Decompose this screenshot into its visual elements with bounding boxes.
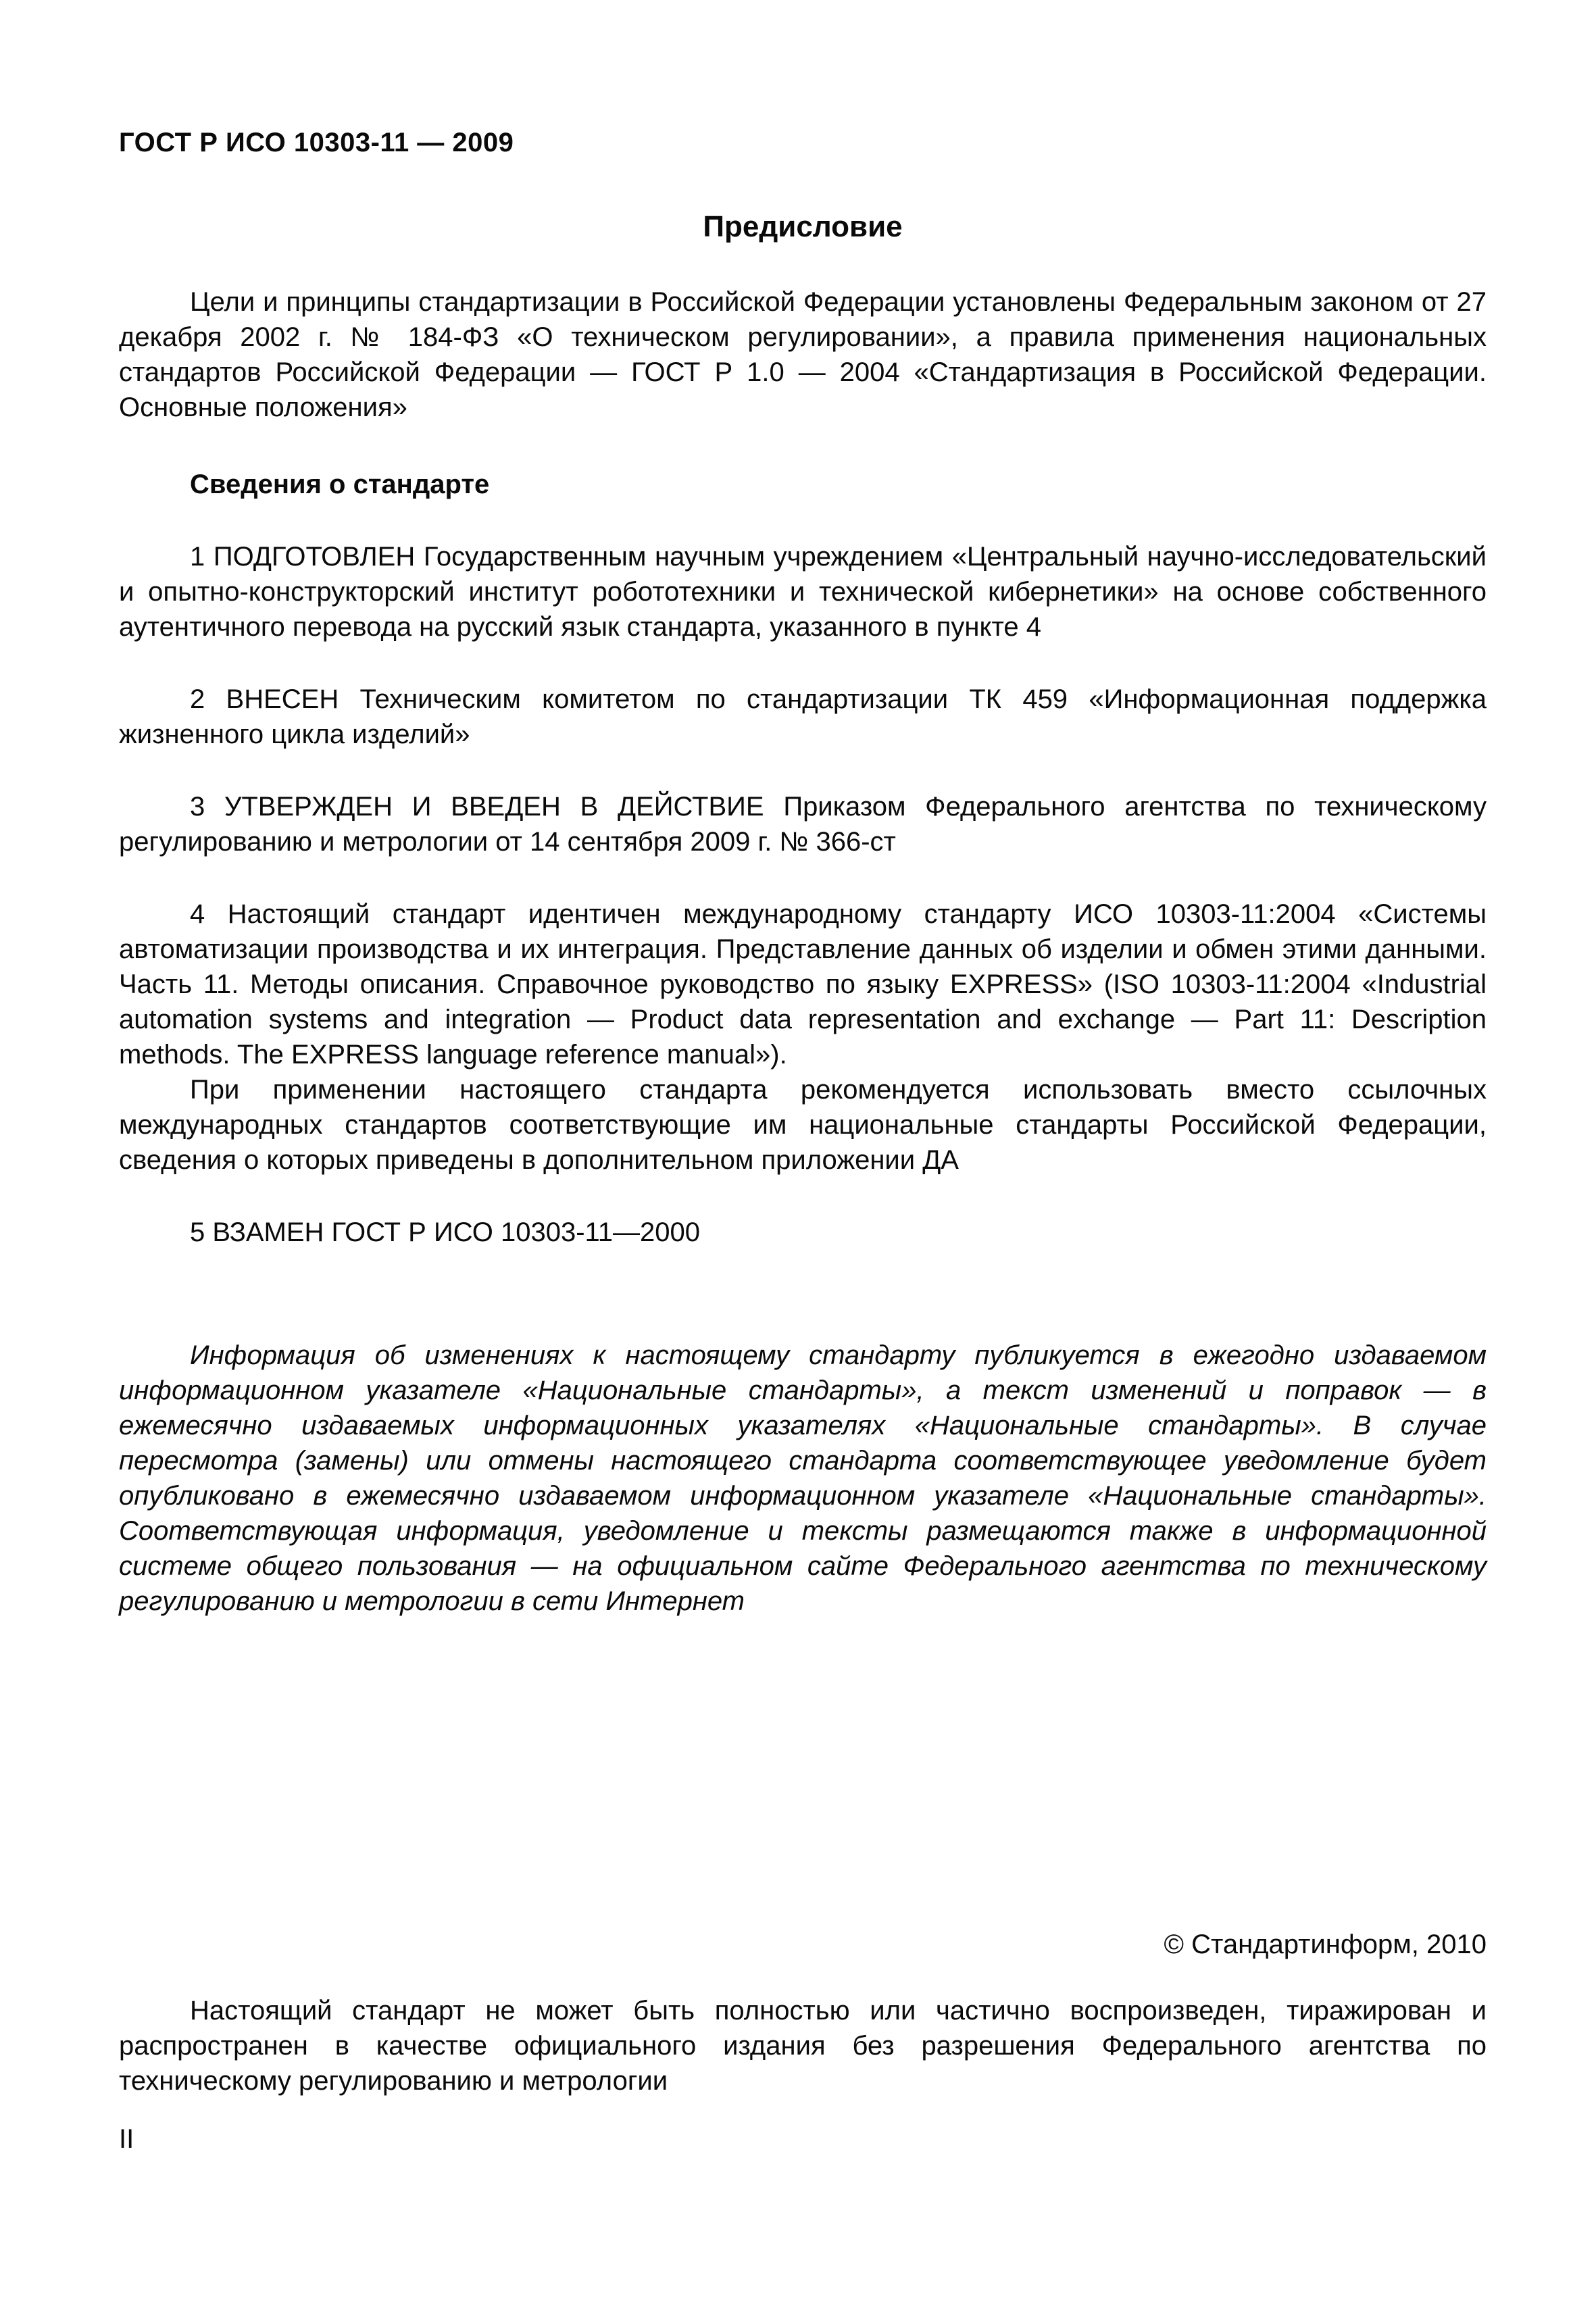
paragraph-item-2-submitted: 2 ВНЕСЕН Техническим комитетом по стандартизации ТК 459 «Информационная поддержка жизненного цикла изделий» <box>119 684 1487 749</box>
paragraph-standardization-principles: Цели и принципы стандартизации в Российской Федерации установлены Федеральным законом от 27 декабря 2002 г. № 184-ФЗ «О техническом регулировании», а правила применения национальных стандартов Российской Федерации — ГОСТ Р 1.0 — 2004 «Стандартизация в Российской Федерации. Основные положения» <box>119 287 1487 422</box>
paragraph-item-3-approved: 3 УТВЕРЖДЕН И ВВЕДЕН В ДЕЙСТВИЕ Приказом Федерального агентства по техническому регулированию и метрологии от 14 сентября 2009 г. № 366-ст <box>119 792 1487 857</box>
page-title: Предисловие <box>703 210 903 243</box>
paragraph-item-5-replaces: 5 ВЗАМЕН ГОСТ Р ИСО 10303-11—2000 <box>190 1217 701 1247</box>
paragraph-reproduction-restriction: Настоящий стандарт не может быть полностью или частично воспроизведен, тиражирован и распространен в качестве официального издания без разрешения Федерального агентства по техническому регулированию и метрологии <box>119 1996 1487 2096</box>
paragraph-amendments-notice: Информация об изменениях к настоящему стандарту публикуется в ежегодно издаваемом информационном указателе «Национальные стандарты», а текст изменений и поправок — в ежемесячно издаваемых информационных указателях «Национальные стандарты». В случае пересмотра (замены) или отмены настоящего стандарта соответствующее уведомление будет опубликовано в ежемесячно издаваемом информационном указателе «Национальные стандарты». Соответствующая информация, уведомление и тексты размещаются также в информационной системе общего пользования — на официальном сайте Федерального агентства по техническому регулированию и метрологии в сети Интернет <box>119 1340 1487 1616</box>
page-number: II <box>119 2124 134 2154</box>
paragraph-item-4-identical: 4 Настоящий стандарт идентичен международному стандарту ИСО 10303-11:2004 «Системы автоматизации производства и их интеграция. Представление данных об изделии и обмен этими данными. Часть 11. Методы описания. Справочное руководство по языку EXPRESS» (ISO 10303-11:2004 «Industrial automation systems and integration — Product data representation and exchange — Part 11: Description methods. The EXPRESS language reference manual»). <box>119 899 1487 1070</box>
paragraph-item-4-application-note: При применении настоящего стандарта рекомендуется использовать вместо ссылочных международных стандартов соответствующие им национальные стандарты Российской Федерации, сведения о которых приведены в дополнительном приложении ДА <box>119 1075 1487 1175</box>
document-header: ГОСТ Р ИСО 10303-11 — 2009 <box>119 128 514 157</box>
copyright-notice: © Стандартинформ, 2010 <box>1164 1930 1487 1959</box>
subheading-standard-info: Сведения о стандарте <box>190 470 490 499</box>
paragraph-item-1-prepared: 1 ПОДГОТОВЛЕН Государственным научным учреждением «Центральный научно-исследовательский и опытно-конструкторский институт робототехники и технической кибернетики» на основе собственного аутентичного перевода на русский язык стандарта, указанного в пункте 4 <box>119 542 1487 642</box>
